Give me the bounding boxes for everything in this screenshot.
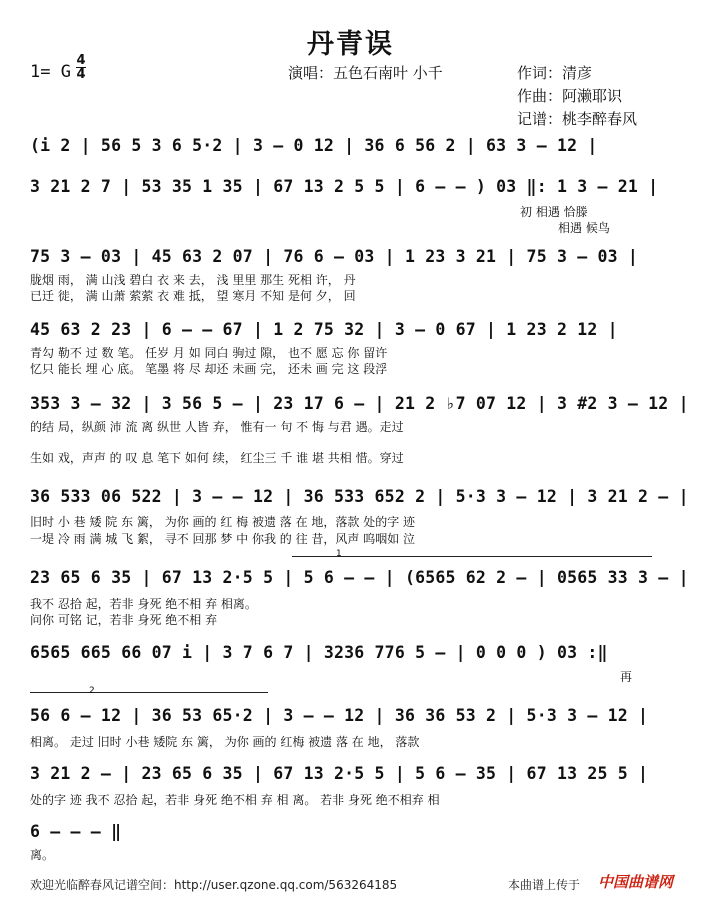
composer-credit: 作曲：阿濑耶识 <box>517 87 623 105</box>
notation-line: 353 3 – 32 | 3 56 5 – | 23 17 6 – | 21 2 ♭7 07 12 | 3 #2 3 – 12 | <box>30 394 689 413</box>
lyric-line-1: 初 相遇 恰滕 <box>520 205 588 219</box>
notation-line: 3 21 2 7 | 53 35 1 35 | 67 13 2 5 5 | 6 – – ) 03 ‖: 1 3 – 21 | <box>30 177 659 196</box>
lyric-line-2: 生如 戏，声声 的 叹 息 笔下 如何 续， 红尘三 千 谁 堪 共相 惜。穿过 <box>30 451 404 465</box>
lyric-line-2: 一堤 冷 雨 满 城 飞 絮， 寻不 回那 梦 中 你我 的 往 昔，风声 呜咽如 泣 <box>30 532 416 546</box>
meter-bottom: 4 <box>76 67 86 82</box>
lyric-line-1: 我不 忍拾 起，若非 身死 绝不相 弃 相离。 <box>30 597 257 611</box>
key-signature: 1= G <box>30 62 71 82</box>
lyric-line-1: 离。 <box>30 848 55 862</box>
meter-top: 4 <box>76 53 86 68</box>
notation-line: 45 63 2 23 | 6 – – 67 | 1 2 75 32 | 3 – 0 67 | 1 23 2 12 | <box>30 320 618 339</box>
volta-2-label: 2 <box>89 686 95 696</box>
notation-line: 56 6 – 12 | 36 53 65·2 | 3 – – 12 | 36 36 53 2 | 5·3 3 – 12 | <box>30 706 649 725</box>
footer-url-text: 欢迎光临醉春风记谱空间：http://user.qzone.qq.com/563264185 <box>30 878 398 892</box>
lyric-line-1: 的结 局，纵颜 沛 流 离 纵世 人皆 弃， 惟有一 句 不 悔 与君 遇。走过 <box>30 420 404 434</box>
notation-line: 3 21 2 – | 23 65 6 35 | 67 13 2·5 5 | 5 6 – 35 | 67 13 25 5 | <box>30 764 649 783</box>
lyric-line-2: 问你 可铭 记，若非 身死 绝不相 弃 <box>30 613 218 627</box>
volta-1-label: 1 <box>336 549 342 559</box>
lyric-line-2: 忆只 能长 埋 心 底。 笔墨 将 尽 却还 未画 完， 还未 画 完 这 段浮 <box>30 362 388 376</box>
volta-2-bracket <box>30 692 268 693</box>
lyric-line-2: 相遇 候鸟 <box>558 221 610 235</box>
transcriber-credit: 记谱：桃李醉春风 <box>517 110 638 128</box>
notation-line: 23 65 6 35 | 67 13 2·5 5 | 5 6 – – | (6565 62 2 – | 0565 33 3 – | <box>30 568 689 587</box>
footer-upload-text: 本曲谱上传于 <box>508 878 581 892</box>
singer-credit: 演唱：五色石南叶 小千 <box>288 64 443 82</box>
lyric-line-1: 相离。 走过 旧时 小巷 矮院 东 篱， 为你 画的 红梅 被遗 落 在 地， 落款 <box>30 735 420 749</box>
notation-line: 6 – – – ‖ <box>30 822 122 841</box>
lyric-line-1: 处的字 迹 我不 忍拾 起，若非 身死 绝不相 弃 相 离。 若非 身死 绝不相弃 相 <box>30 793 440 807</box>
score-title: 丹青误 <box>307 29 394 60</box>
lyric-line-1: 旧时 小 巷 矮 院 东 篱， 为你 画的 红 梅 被遗 落 在 地，落款 处的字 迹 <box>30 515 416 529</box>
notation-line: 36 533 06 522 | 3 – – 12 | 36 533 652 2 | 5·3 3 – 12 | 3 21 2 – | <box>30 487 689 506</box>
lyric-line-1: 再 <box>620 670 633 684</box>
notation-line: (i 2 | 56 5 3 6 5·2 | 3 – 0 12 | 36 6 56 2 | 63 3 – 12 | <box>30 136 598 155</box>
lyric-line-1: 胧烟 雨， 满 山浅 碧白 衣 来 去， 浅 里里 那生 死相 许， 丹 <box>30 273 356 287</box>
time-signature <box>76 54 86 81</box>
notation-line: 6565 665 66 07 i | 3 7 6 7 | 3236 776 5 – | 0 0 0 ) 03 :‖ <box>30 643 608 662</box>
lyric-line-1: 青勾 勒不 过 数 笔。 任岁 月 如 同白 驹过 隙， 也不 愿 忘 你 留许 <box>30 346 388 360</box>
notation-line: 75 3 – 03 | 45 63 2 07 | 76 6 – 03 | 1 23 3 21 | 75 3 – 03 | <box>30 247 639 266</box>
site-logo: 中国曲谱网 <box>598 873 674 891</box>
lyric-line-2: 已迁 徙， 满 山萧 萦萦 衣 难 抵， 望 寒月 不知 是何 夕， 回 <box>30 289 356 303</box>
volta-1-bracket <box>292 556 652 557</box>
lyricist-credit: 作词：清彦 <box>517 64 593 82</box>
